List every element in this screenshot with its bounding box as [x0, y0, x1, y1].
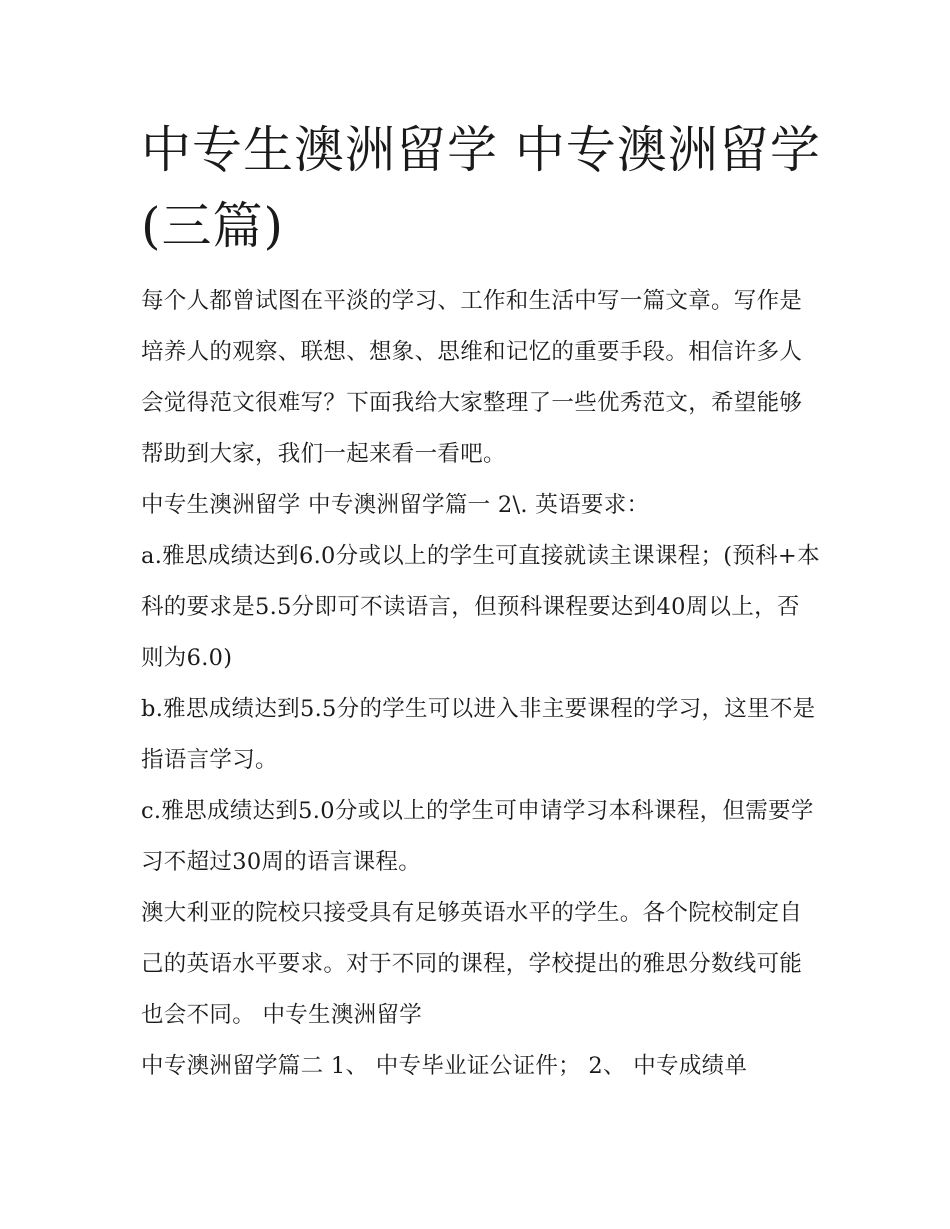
paragraph-requirement-b: b.雅思成绩达到5.5分的学生可以进入非主要课程的学习，这里不是指语言学习。	[141, 696, 816, 773]
paragraph-requirement-a: a.雅思成绩达到6.0分或以上的学生可直接就读主课课程；(预科+本科的要求是5.5分即可不读语言，但预科课程要达到40周以上，否则为6.0)	[141, 543, 820, 671]
paragraph-section-one-heading: 中专生澳洲留学 中专澳洲留学篇一 2\. 英语要求：	[141, 492, 650, 518]
document-title: 中专生澳洲留学 中专澳洲留学(三篇)	[141, 121, 821, 255]
paragraph-intro: 每个人都曾试图在平淡的学习、工作和生活中写一篇文章。写作是培养人的观察、联想、想象、思维和记忆的重要手段。相信许多人会觉得范文很难写？下面我给大家整理了一些优秀范文，希望能够帮助到大家，我们一起来看一看吧。	[141, 288, 803, 467]
paragraph-english-level: 澳大利亚的院校只接受具有足够英语水平的学生。各个院校制定自己的英语水平要求。对于不同的课程，学校提出的雅思分数线可能也会不同。 中专生澳洲留学	[141, 900, 803, 1028]
paragraph-requirement-c: c.雅思成绩达到5.0分或以上的学生可申请学习本科课程，但需要学习不超过30周的语言课程。	[141, 798, 814, 875]
document-page	[141, 112, 821, 1092]
paragraph-section-two: 中专澳洲留学篇二 1、 中专毕业证公证件； 2、 中专成绩单	[141, 1053, 748, 1079]
